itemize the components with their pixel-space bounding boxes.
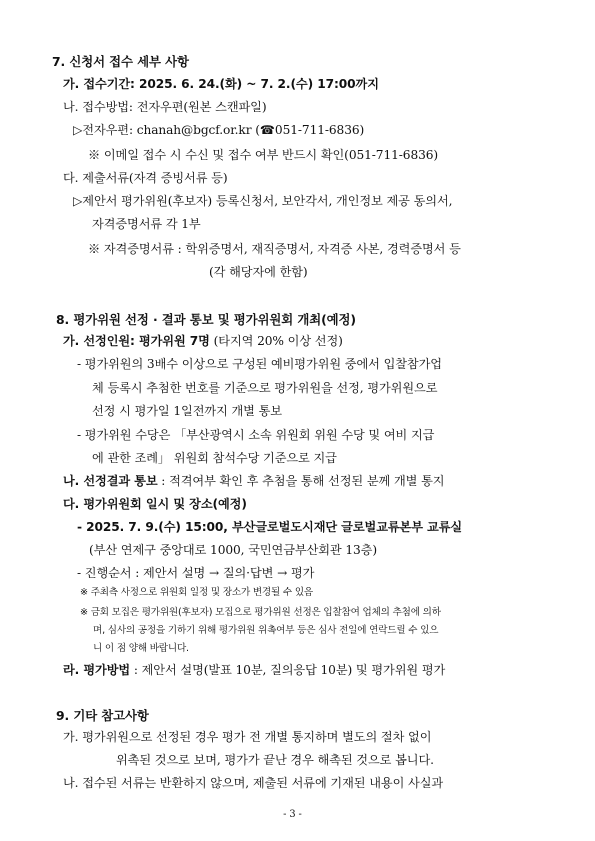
s7-documents-note-cont: (각 해당자에 한함) (209, 265, 308, 279)
s7-documents-note: ※ 자격증명서류 : 학위증명서, 재직증명서, 자격증 사본, 경력증명서 등 (88, 242, 461, 256)
s8-evaluation-method-label: 라. 평가방법 (63, 663, 131, 677)
s8-selection-count-detail: (타지역 20% 이상 선정) (209, 334, 343, 348)
s9-item-a: 가. 평가위원으로 선정된 경우 평가 전 개별 통지하며 별도의 절차 없이 (63, 730, 432, 744)
s7-email-line: ▷전자우편: chanah@bgcf.or.kr (☎051-711-6836) (73, 123, 365, 137)
s8-result-notice (63, 473, 444, 489)
s8-result-notice-label: 나. 선정결과 통보 (63, 474, 158, 488)
s8-detail-2-cont: 에 관한 조례」 위원회 참석수당 기준으로 지급 (92, 451, 337, 465)
section-9-title: 9. 기타 참고사항 (56, 708, 149, 723)
s8-selection-count (63, 333, 343, 349)
s8-meeting-note-2-cont: 며, 심사의 공정을 기하기 위해 평가위원 위촉여부 등은 심사 전일에 연락드릴 수 있으 (93, 625, 439, 636)
s8-meeting-procedure: - 진행순서 : 제안서 설명 → 질의·답변 → 평가 (77, 566, 315, 580)
s8-selection-count-label: 가. 선정인원: 평가위원 7명 (63, 334, 210, 348)
s7-reception-method: 나. 접수방법: 전자우편(원본 스캔파일) (63, 100, 267, 114)
section-7-title: 7. 신청서 접수 세부 사항 (52, 54, 189, 69)
section-8-title: 8. 평가위원 선정 · 결과 통보 및 평가위원회 개최(예정) (56, 312, 356, 327)
page-number: - 3 - (283, 809, 302, 820)
s8-meeting-note-2: ※ 금회 모집은 평가위원(후보자) 모집으로 평가위원 선정은 입찰참여 업체의 추첨에 의하 (80, 607, 441, 618)
s8-meeting-address: (부산 연제구 중앙대로 1000, 국민연금부산회관 13층) (89, 543, 377, 557)
s8-detail-1: - 평가위원의 3배수 이상으로 구성된 예비평가위원 중에서 입찰참가업 (77, 357, 442, 371)
s8-detail-1-cont: 체 등록시 추첨한 번호를 기준으로 평가위원을 선정, 평가위원으로 (92, 381, 438, 395)
s8-meeting-datetime: - 2025. 7. 9.(수) 15:00, 부산글로벌도시재단 글로벌교류본부 교류실 (77, 520, 463, 534)
s8-evaluation-method-detail: : 제안서 설명(발표 10분, 질의응답 10분) 및 평가위원 평가 (130, 663, 446, 677)
s8-meeting-heading: 다. 평가위원회 일시 및 장소(예정) (63, 497, 247, 511)
s7-documents-heading: 다. 제출서류(자격 증빙서류 등) (63, 171, 228, 185)
s8-detail-2: - 평가위원 수당은 「부산광역시 소속 위원회 위원 수당 및 여비 지급 (77, 428, 435, 442)
s8-meeting-note-1: ※ 주최측 사정으로 위원회 일정 및 장소가 변경될 수 있음 (80, 587, 313, 598)
s8-detail-1-cont2: 선정 시 평가일 1일전까지 개별 통보 (92, 404, 282, 418)
s7-documents-item: ▷제안서 평가위원(후보자) 등록신청서, 보안각서, 개인정보 제공 동의서, (73, 194, 453, 208)
s8-evaluation-method (63, 662, 445, 678)
s7-documents-item-cont: 자격증명서류 각 1부 (92, 217, 201, 231)
s9-item-b: 나. 접수된 서류는 반환하지 않으며, 제출된 서류에 기재된 내용이 사실과 (63, 776, 444, 790)
s9-item-a-cont: 위촉된 것으로 보며, 평가가 끝난 경우 해촉된 것으로 봅니다. (116, 753, 434, 767)
s8-meeting-note-2-cont2: 니 이 점 양해 바랍니다. (93, 643, 189, 654)
s8-result-notice-detail: : 적격여부 확인 후 추첨을 통해 선정된 분께 개별 통지 (157, 474, 445, 488)
s7-reception-period: 가. 접수기간: 2025. 6. 24.(화) ~ 7. 2.(수) 17:00까지 (63, 77, 379, 91)
s7-email-note: ※ 이메일 접수 시 수신 및 접수 여부 반드시 확인(051-711-6836) (88, 148, 439, 162)
